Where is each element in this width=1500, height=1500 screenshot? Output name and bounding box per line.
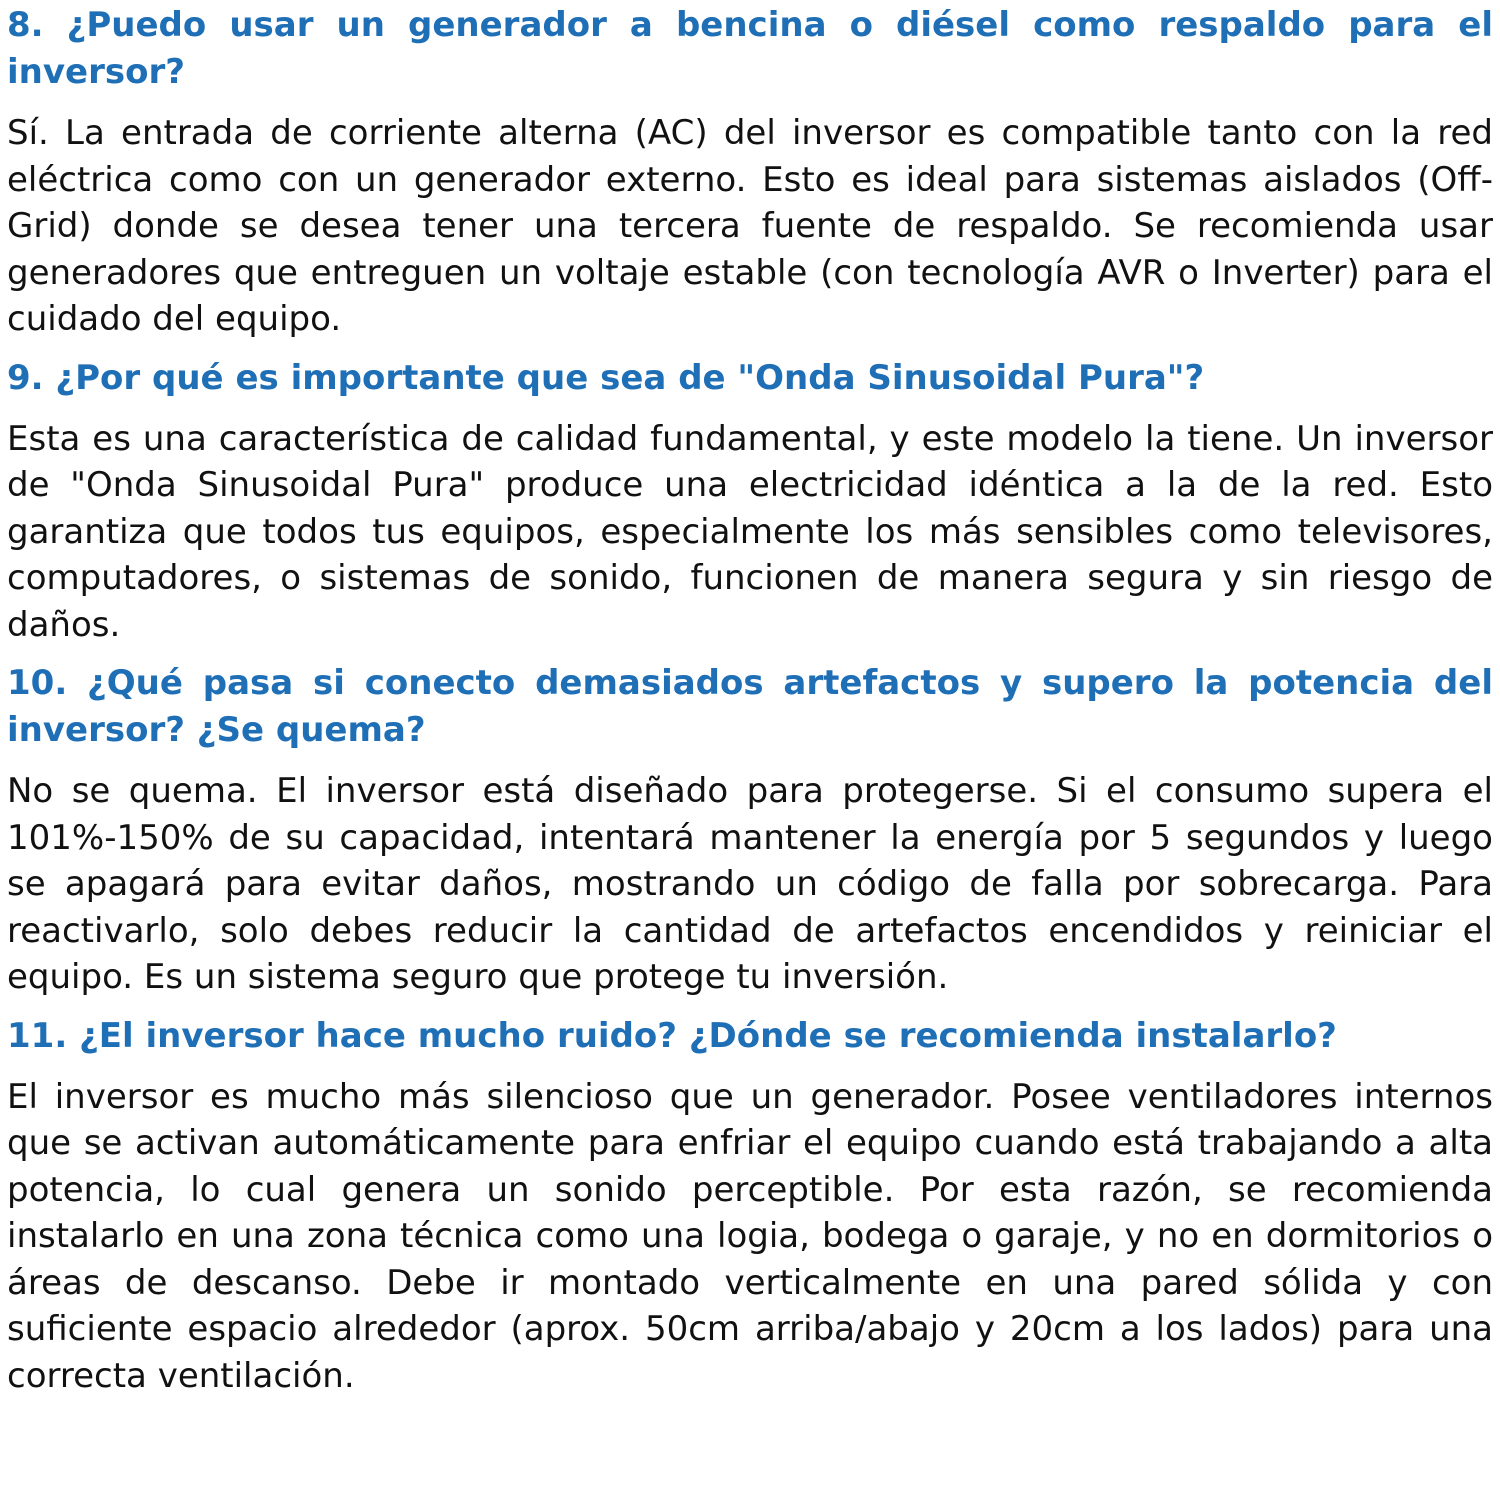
faq-answer-8: Sí. La entrada de corriente alterna (AC) del inversor es compatible tanto con la red eléctrica como con un generador externo. Esto es ideal para sistemas aislados (Off-Grid) donde se desea tener una tercera fuente de respaldo. Se recomienda usar generadores que entreguen un voltaje estable (con tecnología AVR o Inverter) para el cuidado del equipo.	[7, 113, 1493, 339]
faq-answer-10: No se quema. El inversor está diseñado para protegerse. Si el consumo supera el 101%-150% de su capacidad, intentará mantener la energía por 5 segundos y luego se apagará para evitar daños, mostrando un código de falla por sobrecarga. Para reactivarlo, solo debes reducir la cantidad de artefactos encendidos y reiniciar el equipo. Es un sistema seguro que protege tu inversión.	[7, 771, 1493, 997]
faq-item-8	[7, 2, 1493, 343]
faq-item-9	[7, 355, 1493, 649]
faq-question-8: 8. ¿Puedo usar un generador a bencina o diésel como respaldo para el inversor?	[7, 5, 1493, 92]
faq-question-10: 10. ¿Qué pasa si conecto demasiados artefactos y supero la potencia del inversor? ¿Se quema?	[7, 663, 1493, 750]
faq-item-10	[7, 660, 1493, 1001]
faq-answer-9: Esta es una característica de calidad fundamental, y este modelo la tiene. Un inversor de "Onda Sinusoidal Pura" produce una electricidad idéntica a la de la red. Esto garantiza que todos tus equipos, especialmente los más sensibles como televisores, computadores, o sistemas de sonido, funcionen de manera segura y sin riesgo de daños.	[7, 418, 1493, 645]
faq-item-11	[7, 1013, 1493, 1400]
faq-question-11: 11. ¿El inversor hace mucho ruido? ¿Dónde se recomienda instalarlo?	[7, 1015, 1337, 1056]
faq-question-9: 9. ¿Por qué es importante que sea de "Onda Sinusoidal Pura"?	[7, 357, 1205, 398]
faq-page	[7, 2, 1493, 1411]
faq-answer-11: El inversor es mucho más silencioso que un generador. Posee ventiladores internos que se activan automáticamente para enfriar el equipo cuando está trabajando a alta potencia, lo cual genera un sonido perceptible. Por esta razón, se recomienda instalarlo en una zona técnica como una logia, bodega o garaje, y no en dormitorios o áreas de descanso. Debe ir montado verticalmente en una pared sólida y con suficiente espacio alrededor (aprox. 50cm arriba/abajo y 20cm a los lados) para una correcta ventilación.	[7, 1076, 1493, 1396]
